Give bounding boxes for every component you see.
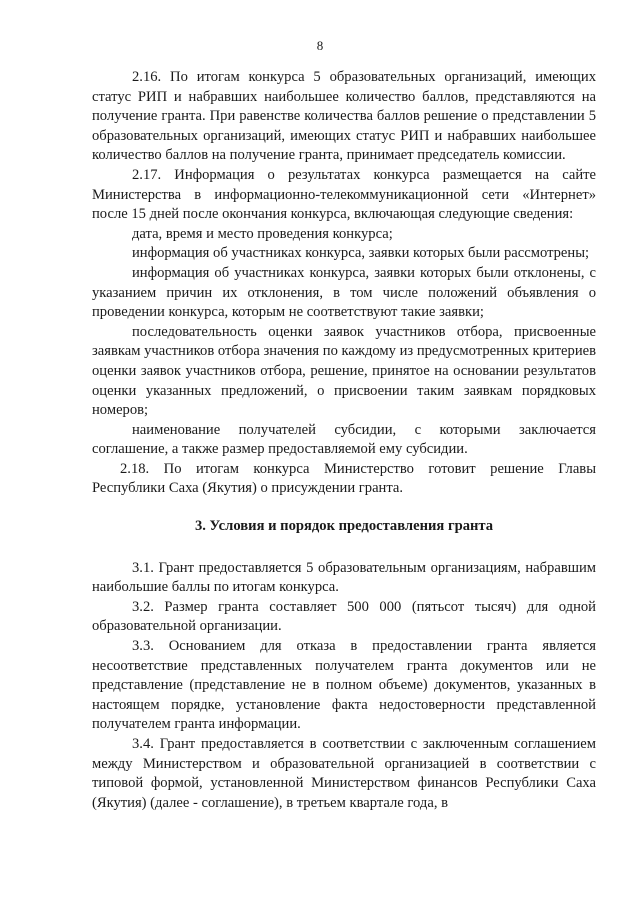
page-number: 8 (316, 38, 324, 53)
list-item-reviewed-participants: информация об участниках конкурса, заявки которых были рассмотрены; (132, 245, 590, 262)
list-item-evaluation-sequence: последовательность оценки заявок участников отбора, присвоенные заявкам участников отбора значения по каждому из предусмотренных критериев оценки заявок участников отбора, решение, принятое на основании результатов оценки указанных предложений, о присвоении таким заявкам порядковых номеров; (92, 323, 596, 419)
list-item-date-time-place: дата, время и место проведения конкурса; (132, 225, 393, 242)
list-item-rejected-participants: информация об участниках конкурса, заявки которых были отклонены, с указанием причин их отклонения, в том числе положений объявления о проведении конкурса, которым не соответствуют такие заявки; (92, 264, 596, 321)
paragraph-3-4: 3.4. Грант предоставляется в соответствии с заключенным соглашением между Министерством и образовательной организацией в соответствии с типовой формой, установленной Министерством финансов Республики Саха (Якутия) (далее - соглашение), в третьем квартале года, в (92, 736, 596, 811)
paragraph-2-18: 2.18. По итогам конкурса Министерство готовит решение Главы Республики Саха (Якутия) о присуждении гранта. (92, 460, 596, 497)
paragraph-3-1: 3.1. Грант предоставляется 5 образовательным организациям, набравшим наибольшие баллы по итогам конкурса. (92, 559, 596, 596)
paragraph-3-2: 3.2. Размер гранта составляет 500 000 (пятьсот тысяч) для одной образовательной организации. (92, 598, 596, 635)
section-heading: 3. Условия и порядок предоставления гранта (194, 518, 494, 535)
paragraph-3-3: 3.3. Основанием для отказа в предоставлении гранта является несоответствие представленных получателем гранта документов или не представление (представление не в полном объеме) документов, указанных в настоящем порядке, установление факта недостоверности представленной получателем гранта информации. (92, 638, 596, 733)
paragraph-2-16: 2.16. По итогам конкурса 5 образовательных организаций, имеющих статус РИП и набравших наибольшее количество баллов, представляются на получение гранта. При равенстве количества баллов решение о представлении 5 образовательных организаций, имеющих статус РИП и набравших наибольшее количество баллов на получение гранта, принимает председатель комиссии. (92, 69, 596, 164)
document-body (92, 68, 596, 813)
list-item-recipients: наименование получателей субсидии, с которыми заключается соглашение, а также размер предоставляемой ему субсидии. (92, 421, 596, 458)
paragraph-2-17: 2.17. Информация о результатах конкурса размещается на сайте Министерства в информационно-телекоммуникационной сети «Интернет» после 15 дней после окончания конкурса, включающая следующие сведения: (92, 166, 596, 223)
